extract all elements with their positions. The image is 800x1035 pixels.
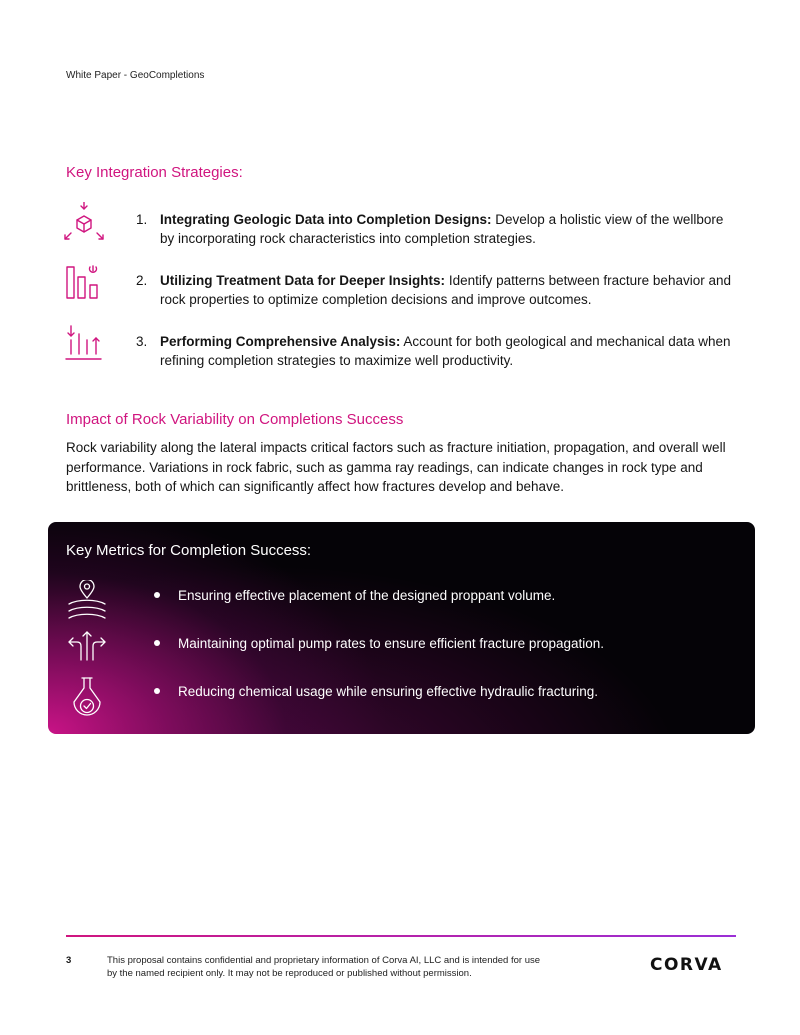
metric-item bbox=[66, 628, 726, 668]
metric-text: Maintaining optimal pump rates to ensure efficient fracture propagation. bbox=[178, 636, 604, 651]
strategy-text bbox=[160, 210, 740, 248]
strategy-item bbox=[60, 271, 740, 321]
strategy-item bbox=[60, 332, 740, 382]
metric-text: Ensuring effective placement of the designed proppant volume. bbox=[178, 588, 556, 603]
document-header-label: White Paper - GeoCompletions bbox=[66, 70, 205, 81]
corva-logo-text: CORVA bbox=[650, 955, 723, 973]
key-metrics-card bbox=[48, 522, 755, 734]
bar-chart-icon bbox=[60, 263, 108, 311]
cube-arrows-icon bbox=[60, 202, 108, 250]
metrics-card-title: Key Metrics for Completion Success: bbox=[66, 542, 312, 559]
strategy-heading: Utilizing Treatment Data for Deeper Insights: bbox=[160, 273, 446, 288]
section-title-rock-variability: Impact of Rock Variability on Completions Success bbox=[66, 411, 404, 428]
arrows-analysis-icon bbox=[60, 324, 108, 372]
strategy-number: 2. bbox=[136, 273, 148, 288]
strategy-heading: Performing Comprehensive Analysis: bbox=[160, 334, 401, 349]
strategy-description: Develop a holistic view of the wellbore by incorporating rock characteristics into completion strategies. bbox=[160, 212, 724, 246]
strategy-description: Identify patterns between fracture behavior and rock properties to optimize completion decisions and improve outcomes. bbox=[160, 273, 731, 307]
metric-item bbox=[66, 580, 726, 620]
metric-item bbox=[66, 676, 726, 716]
strategy-text bbox=[160, 271, 740, 309]
footer-divider bbox=[66, 935, 736, 937]
split-arrows-icon bbox=[66, 628, 112, 674]
strategy-item bbox=[60, 210, 740, 260]
section-title-integration-strategies: Key Integration Strategies: bbox=[66, 164, 243, 181]
page-number: 3 bbox=[66, 955, 72, 966]
flask-check-icon bbox=[66, 676, 112, 722]
corva-logo bbox=[650, 955, 736, 973]
strategy-number: 3. bbox=[136, 334, 148, 349]
strategy-number: 1. bbox=[136, 212, 148, 227]
impact-paragraph: Rock variability along the lateral impacts critical factors such as fracture initiation, propagation, and overall well performance. Variations in rock fabric, such as gamma ray readings, can indicate changes in rock type and brittleness, both of which can significantly affect how fractures develop and behave. bbox=[66, 440, 726, 494]
location-pin-icon bbox=[66, 580, 112, 626]
strategy-heading: Integrating Geologic Data into Completion Designs: bbox=[160, 212, 492, 227]
strategy-description: Account for both geological and mechanical data when refining completion strategies to maximize well productivity. bbox=[160, 334, 731, 368]
metric-bullet bbox=[154, 640, 160, 646]
metric-bullet bbox=[154, 688, 160, 694]
confidentiality-notice: This proposal contains confidential and proprietary information of Corva AI, LLC and is intended for use by the named recipient only. It may not be reproduced or published without permission. bbox=[107, 955, 541, 979]
strategy-text bbox=[160, 332, 740, 370]
metric-bullet bbox=[154, 592, 160, 598]
metric-text: Reducing chemical usage while ensuring effective hydraulic fracturing. bbox=[178, 684, 598, 699]
